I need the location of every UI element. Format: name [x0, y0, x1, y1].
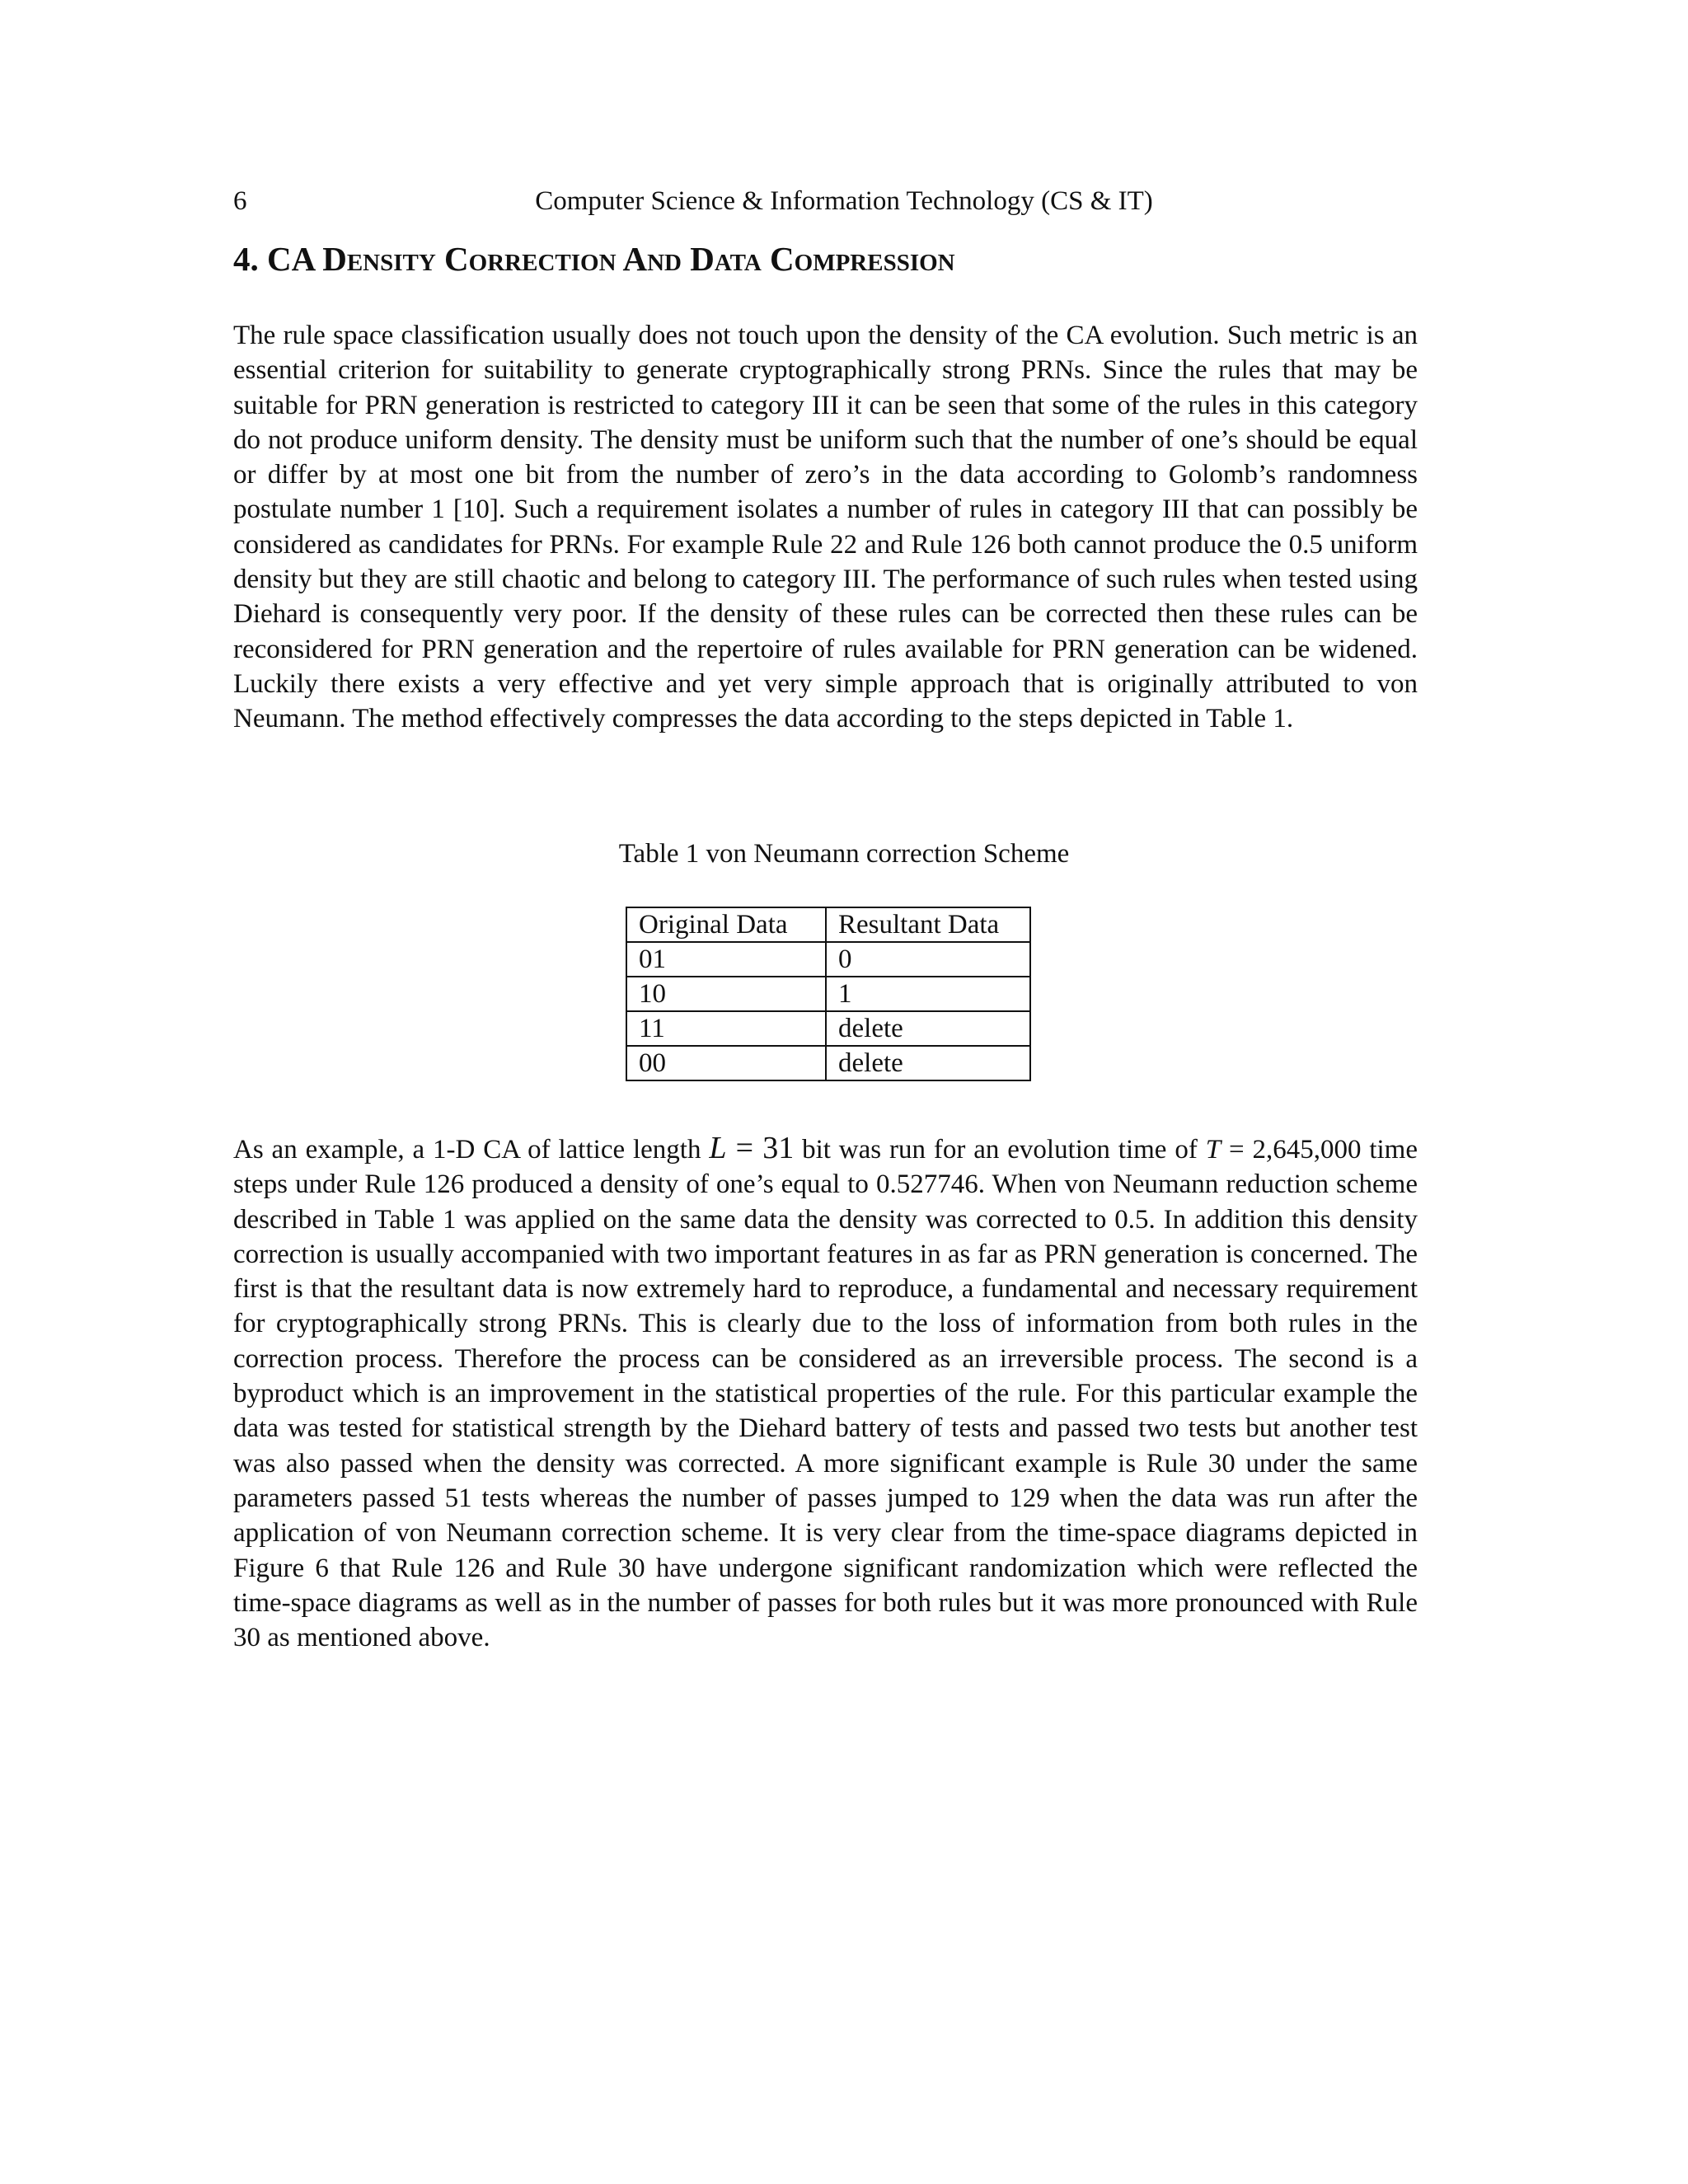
math-var-T: T [1205, 1135, 1221, 1165]
table-cell: delete [826, 1011, 1030, 1046]
table-cell: 1 [826, 977, 1030, 1011]
table-row [626, 1011, 1030, 1046]
paragraph2-lead: As an example, a 1-D CA of lattice length [233, 1135, 710, 1165]
table-cell: 01 [626, 942, 826, 977]
body-paragraph-2 [233, 1131, 1418, 1655]
body-paragraph-1: The rule space classification usually does not touch upon the density of the CA evolution. Such metric is an essential criterion for suitability to generate cryptographically strong PRNs. Since the rules that may be suitable for PRN generation is restricted to category III it can be seen that some of the rules in this category do not produce uniform density. The density must be uniform such that the number of one’s should be equal or differ by at most one bit from the number of zero’s in the data according to Golomb’s randomness postulate number 1 [10]. Such a requirement isolates a number of rules in category III that can possibly be considered as candidates for PRNs. For example Rule 22 and Rule 126 both cannot produce the 0.5 uniform density but they are still chaotic and belong to category III. The performance of such rules when tested using Diehard is consequently very poor. If the density of these rules can be corrected then these rules can be reconsidered for PRN generation and the repertoire of rules available for PRN generation can be widened. Luckily there exists a very effective and yet very simple approach that is originally attributed to von Neumann. The method effectively compresses the data according to the steps depicted in Table 1. [233, 321, 1418, 734]
table-cell: delete [826, 1046, 1030, 1080]
table-row [626, 942, 1030, 977]
section-heading: 4. CA Density Correction And Data Compression [233, 240, 955, 278]
table-header-resultant: Resultant Data [826, 907, 1030, 942]
table-row [626, 977, 1030, 1011]
table-header-original: Original Data [626, 907, 826, 942]
table-cell: 11 [626, 1011, 826, 1046]
math-var-L: L [709, 1131, 727, 1165]
von-neumann-table [626, 907, 1031, 1081]
running-header: Computer Science & Information Technology (CS & IT) [535, 186, 1153, 216]
table-caption: Table 1 von Neumann correction Scheme [618, 839, 1070, 869]
paragraph2-rest: 2,645,000 time steps under Rule 126 produced a density of one’s equal to 0.527746. When von Neumann reduction scheme described in Table 1 was applied on the same data the density was corrected to 0.5. In addition this density correction is usually accompanied with two important features in as far as PRN generation is concerned. The first is that the resultant data is now extremely hard to reproduce, a fundamental and necessary requirement for cryptographically strong PRNs. This is clearly due to the loss of information from both rules in the correction process. Therefore the process can be considered as an irreversible process. The second is a byproduct which is an improvement in the statistical properties of the rule. For this particular example the data was tested for statistical strength by the Diehard battery of tests and passed two tests but another test was also passed when the density was corrected. A more significant example is Rule 30 under the same parameters passed 51 tests whereas the number of passes jumped to 129 when the data was run after the application of von Neumann correction scheme. It is very clear from the time-space diagrams depicted in Figure 6 that Rule 126 and Rule 30 have undergone significant randomization which were reflected the time-space diagrams as well as in the number of passes for both rules but it was more pronounced with Rule 30 as mentioned above. [233, 1135, 1418, 1653]
paragraph2-after-L: bit was run for an evolution time of [794, 1135, 1206, 1165]
table-cell: 0 [826, 942, 1030, 977]
table-cell: 00 [626, 1046, 826, 1080]
math-equals: = [1221, 1135, 1253, 1165]
table-header-row [626, 907, 1030, 942]
table-cell: 10 [626, 977, 826, 1011]
table-row [626, 1046, 1030, 1080]
math-lattice-length [709, 1131, 794, 1165]
math-value-31: 31 [762, 1131, 795, 1165]
math-evolution-time [1206, 1135, 1253, 1165]
page-number: 6 [233, 186, 247, 216]
math-equals: = [726, 1131, 763, 1165]
